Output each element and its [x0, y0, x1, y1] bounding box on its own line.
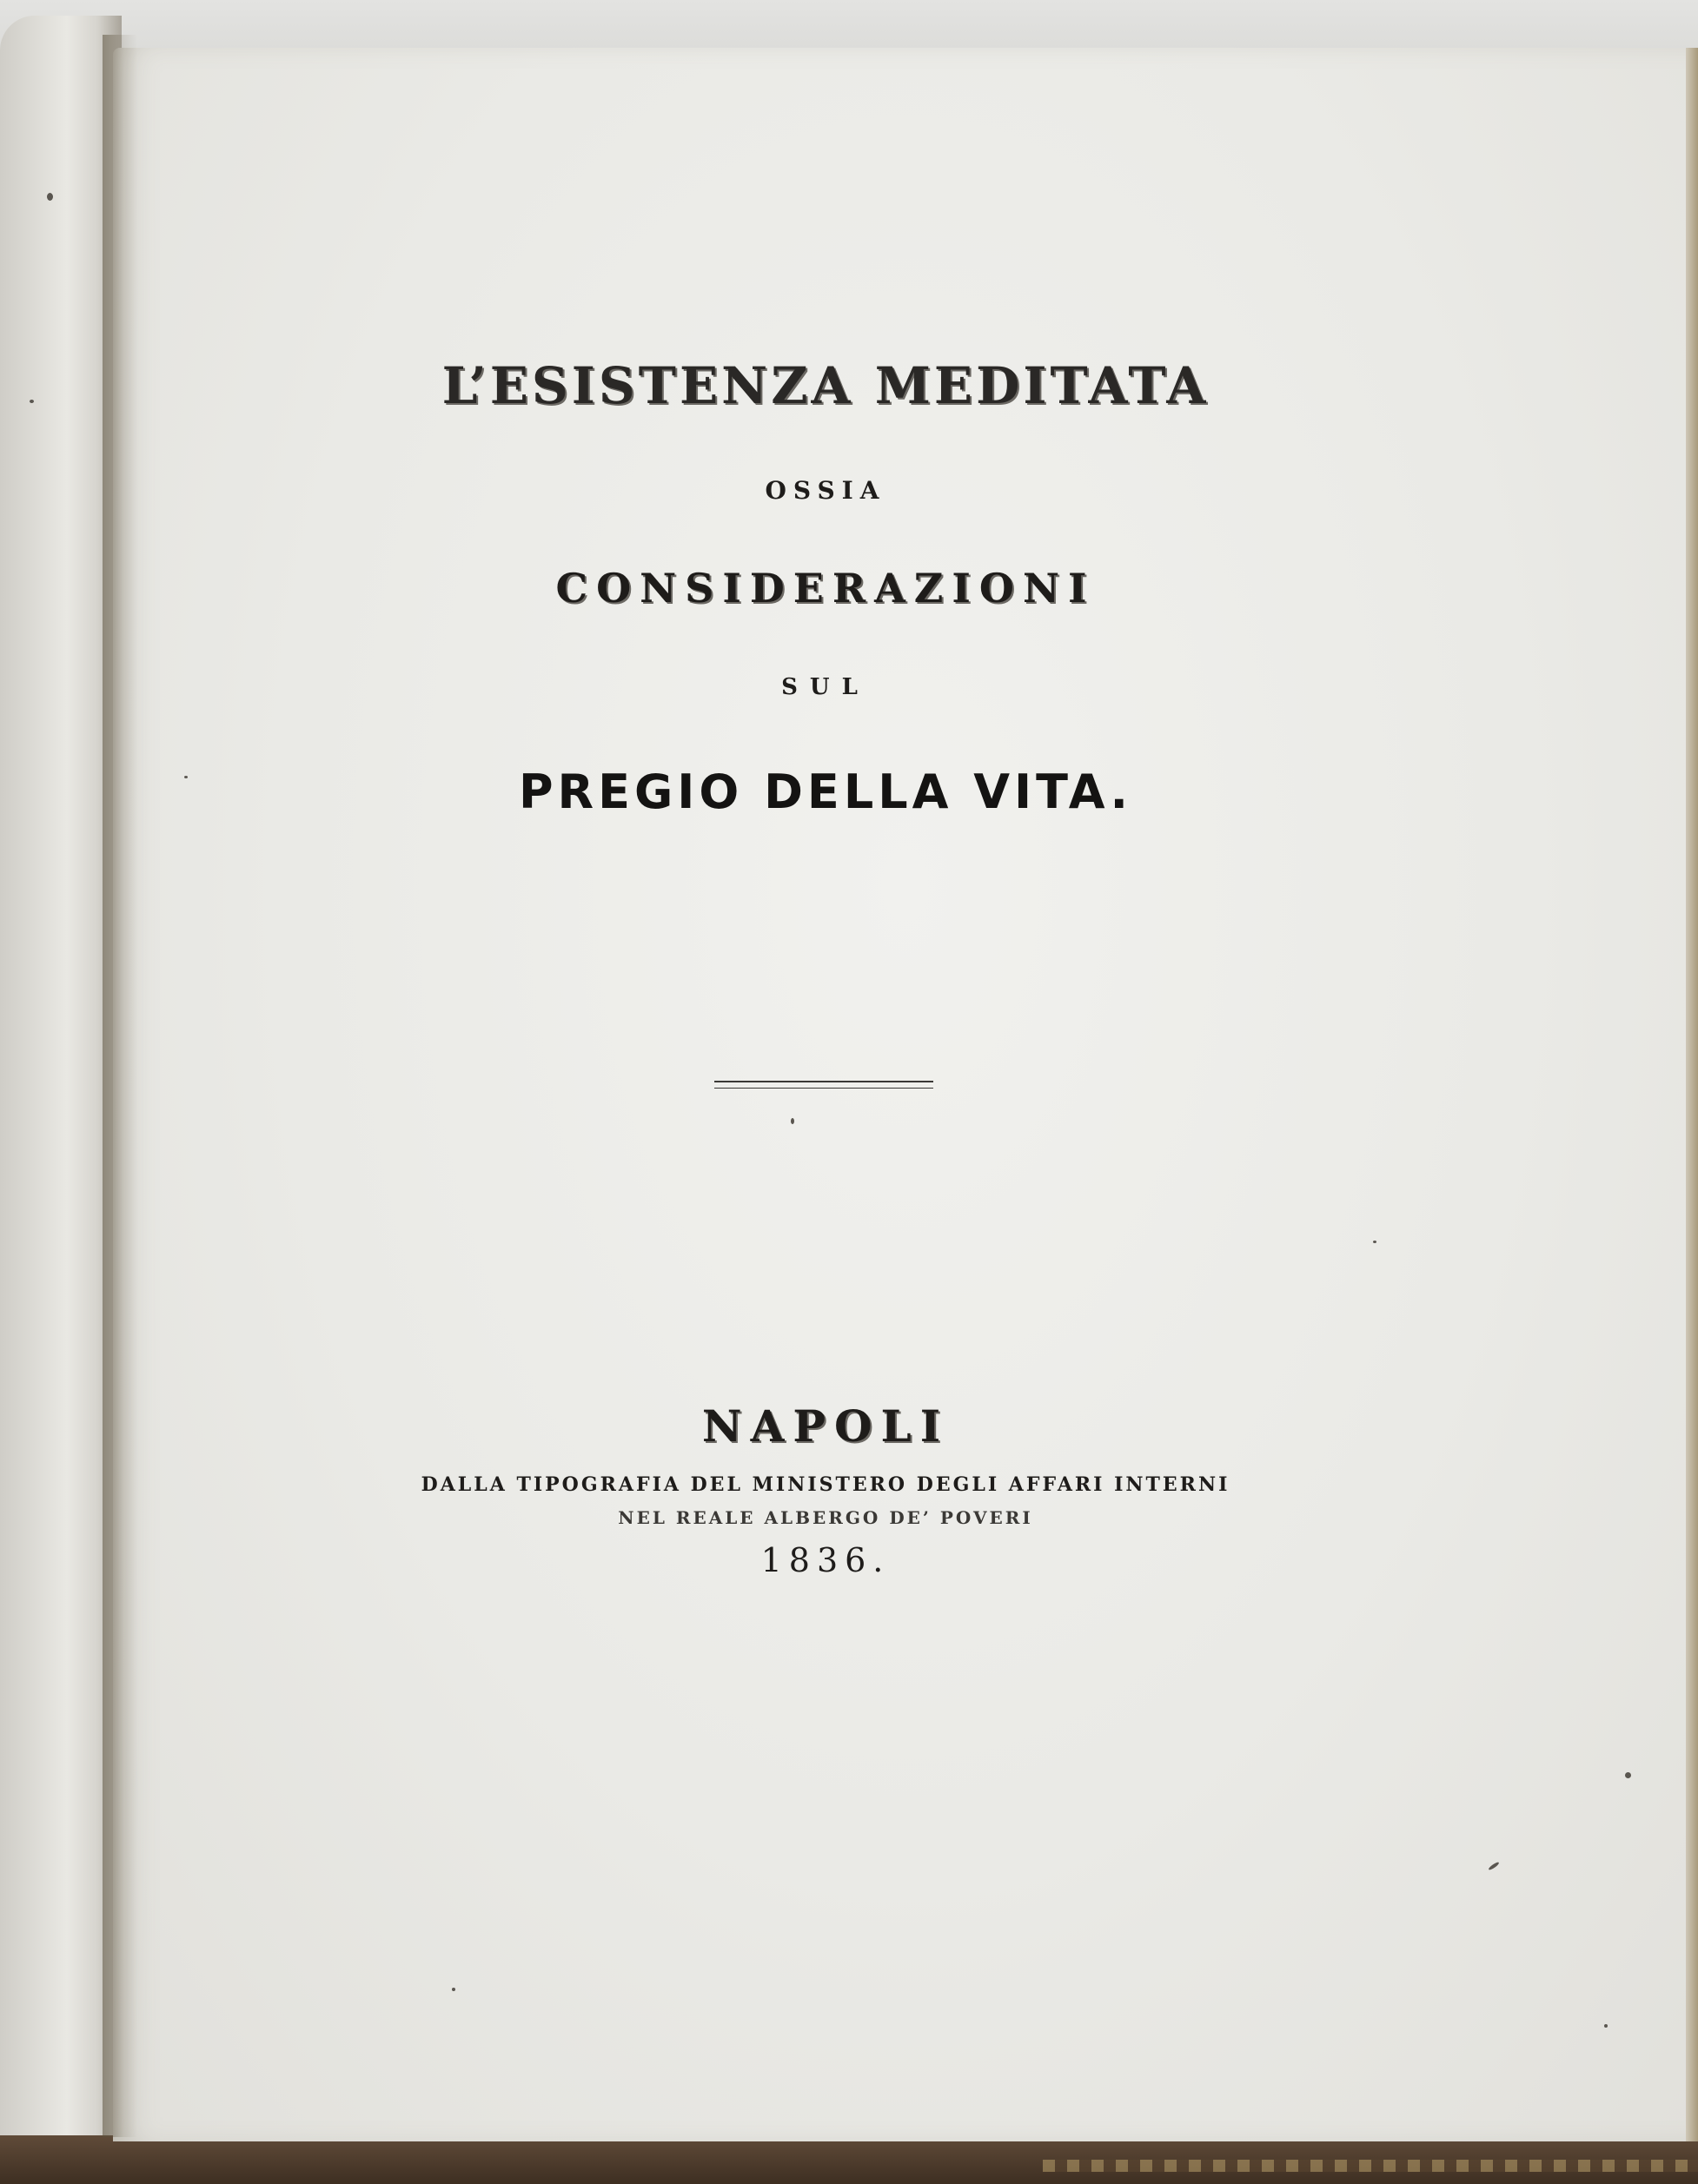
page-edge [1686, 48, 1698, 2141]
paper-speck [1604, 2024, 1608, 2028]
connector-ossia: OSSIA [765, 476, 886, 505]
divider-rule-thin [714, 1088, 933, 1089]
gutter-shadow [103, 35, 137, 2137]
paper-speck [30, 400, 34, 403]
subtitle-considerazioni: CONSIDERAZIONI [555, 565, 1096, 612]
paper-speck [47, 193, 53, 201]
place-of-publication: NAPOLI [701, 1400, 950, 1452]
paper-speck [184, 776, 188, 778]
connector-sul: SUL [781, 674, 870, 700]
printer-line-1: DALLA TIPOGRAFIA DEL MINISTERO DEGLI AFFARI INTERNI [421, 1473, 1230, 1496]
book-title: L’ESISTENZA MEDITATA [441, 356, 1210, 415]
binding-gilt-ornament [1043, 2160, 1698, 2172]
paper-speck [791, 1118, 794, 1124]
paper-speck [1373, 1241, 1376, 1243]
paper-speck [452, 1988, 455, 1991]
paper-speck [1625, 1772, 1631, 1778]
printer-line-2: NEL REALE ALBERGO DE’ POVERI [618, 1507, 1033, 1528]
publication-year: 1836. [760, 1541, 891, 1579]
subtitle-pregio: PREGIO DELLA VITA. [518, 764, 1133, 819]
divider-rule-thick [714, 1081, 933, 1082]
